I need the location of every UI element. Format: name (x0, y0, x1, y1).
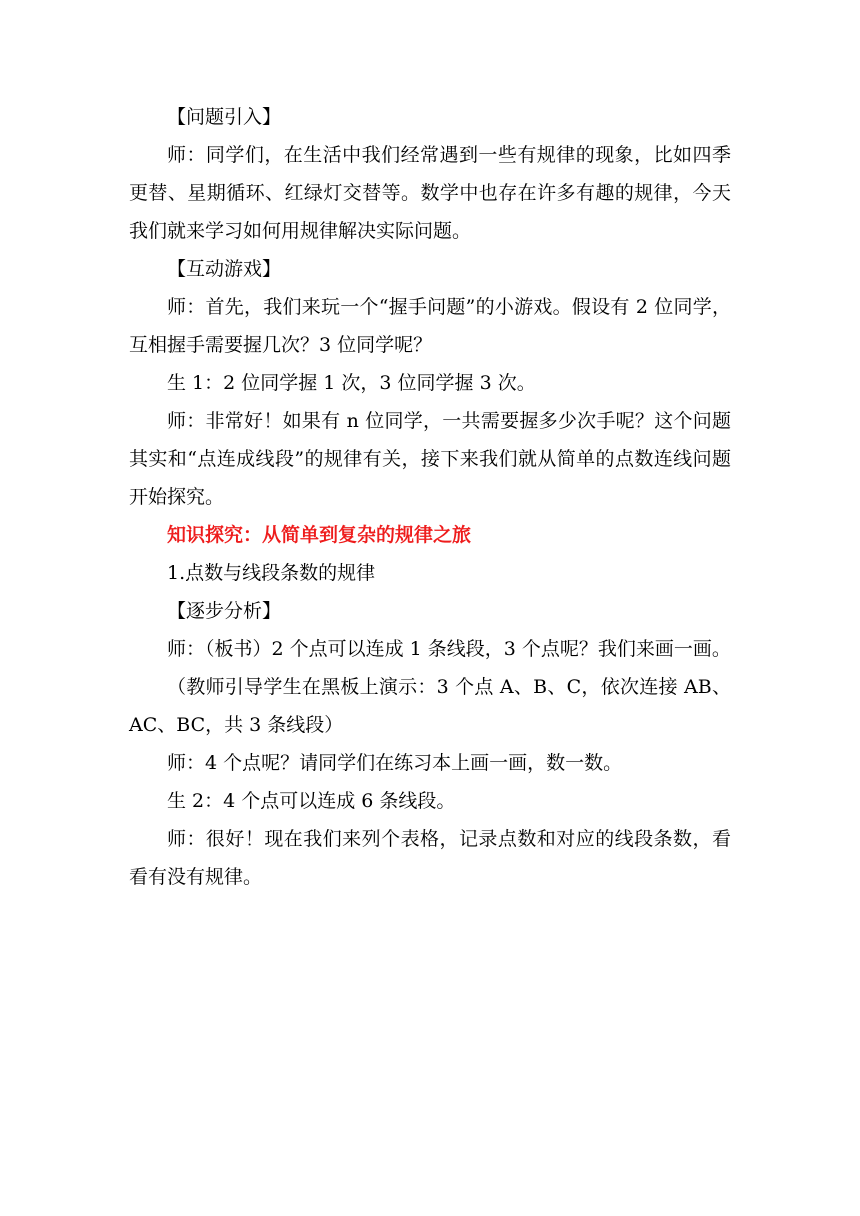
subsection-heading: 1.点数与线段条数的规律 (167, 562, 376, 584)
teacher-paragraph: 师：非常好！如果有 n 位同学，一共需要握多少次手呢？这个问题其实和“点连成线段”的规律有关，接下来我们就从简单的点数连线问题开始探究。 (129, 410, 731, 508)
teacher-paragraph: 师：首先，我们来玩一个“握手问题”的小游戏。假设有 2 位同学，互相握手需要握几次？3 位同学呢？ (129, 296, 731, 356)
stage-direction-paragraph: （教师引导学生在黑板上演示：3 个点 A、B、C，依次连接 AB、AC、BC，共 3 条线段） (129, 676, 731, 736)
student-paragraph: 生 1：2 位同学握 1 次，3 位同学握 3 次。 (167, 372, 536, 394)
teacher-paragraph: 师：同学们，在生活中我们经常遇到一些有规律的现象，比如四季更替、星期循环、红绿灯交替等。数学中也存在许多有趣的规律，今天我们就来学习如何用规律解决实际问题。 (129, 144, 731, 242)
section-heading-step-analysis: 【逐步分析】 (167, 600, 282, 622)
section-heading-interactive-game: 【互动游戏】 (167, 258, 282, 280)
section-heading-knowledge-exploration: 知识探究：从简单到复杂的规律之旅 (167, 524, 472, 546)
student-paragraph: 生 2：4 个点可以连成 6 条线段。 (167, 790, 456, 812)
section-heading-problem-intro: 【问题引入】 (167, 106, 282, 128)
teacher-paragraph: 师：（板书）2 个点可以连成 1 条线段，3 个点呢？我们来画一画。 (167, 638, 731, 660)
document-body (129, 98, 731, 896)
teacher-paragraph: 师：4 个点呢？请同学们在练习本上画一画，数一数。 (167, 752, 623, 774)
teacher-paragraph: 师：很好！现在我们来列个表格，记录点数和对应的线段条数，看看有没有规律。 (129, 828, 731, 888)
